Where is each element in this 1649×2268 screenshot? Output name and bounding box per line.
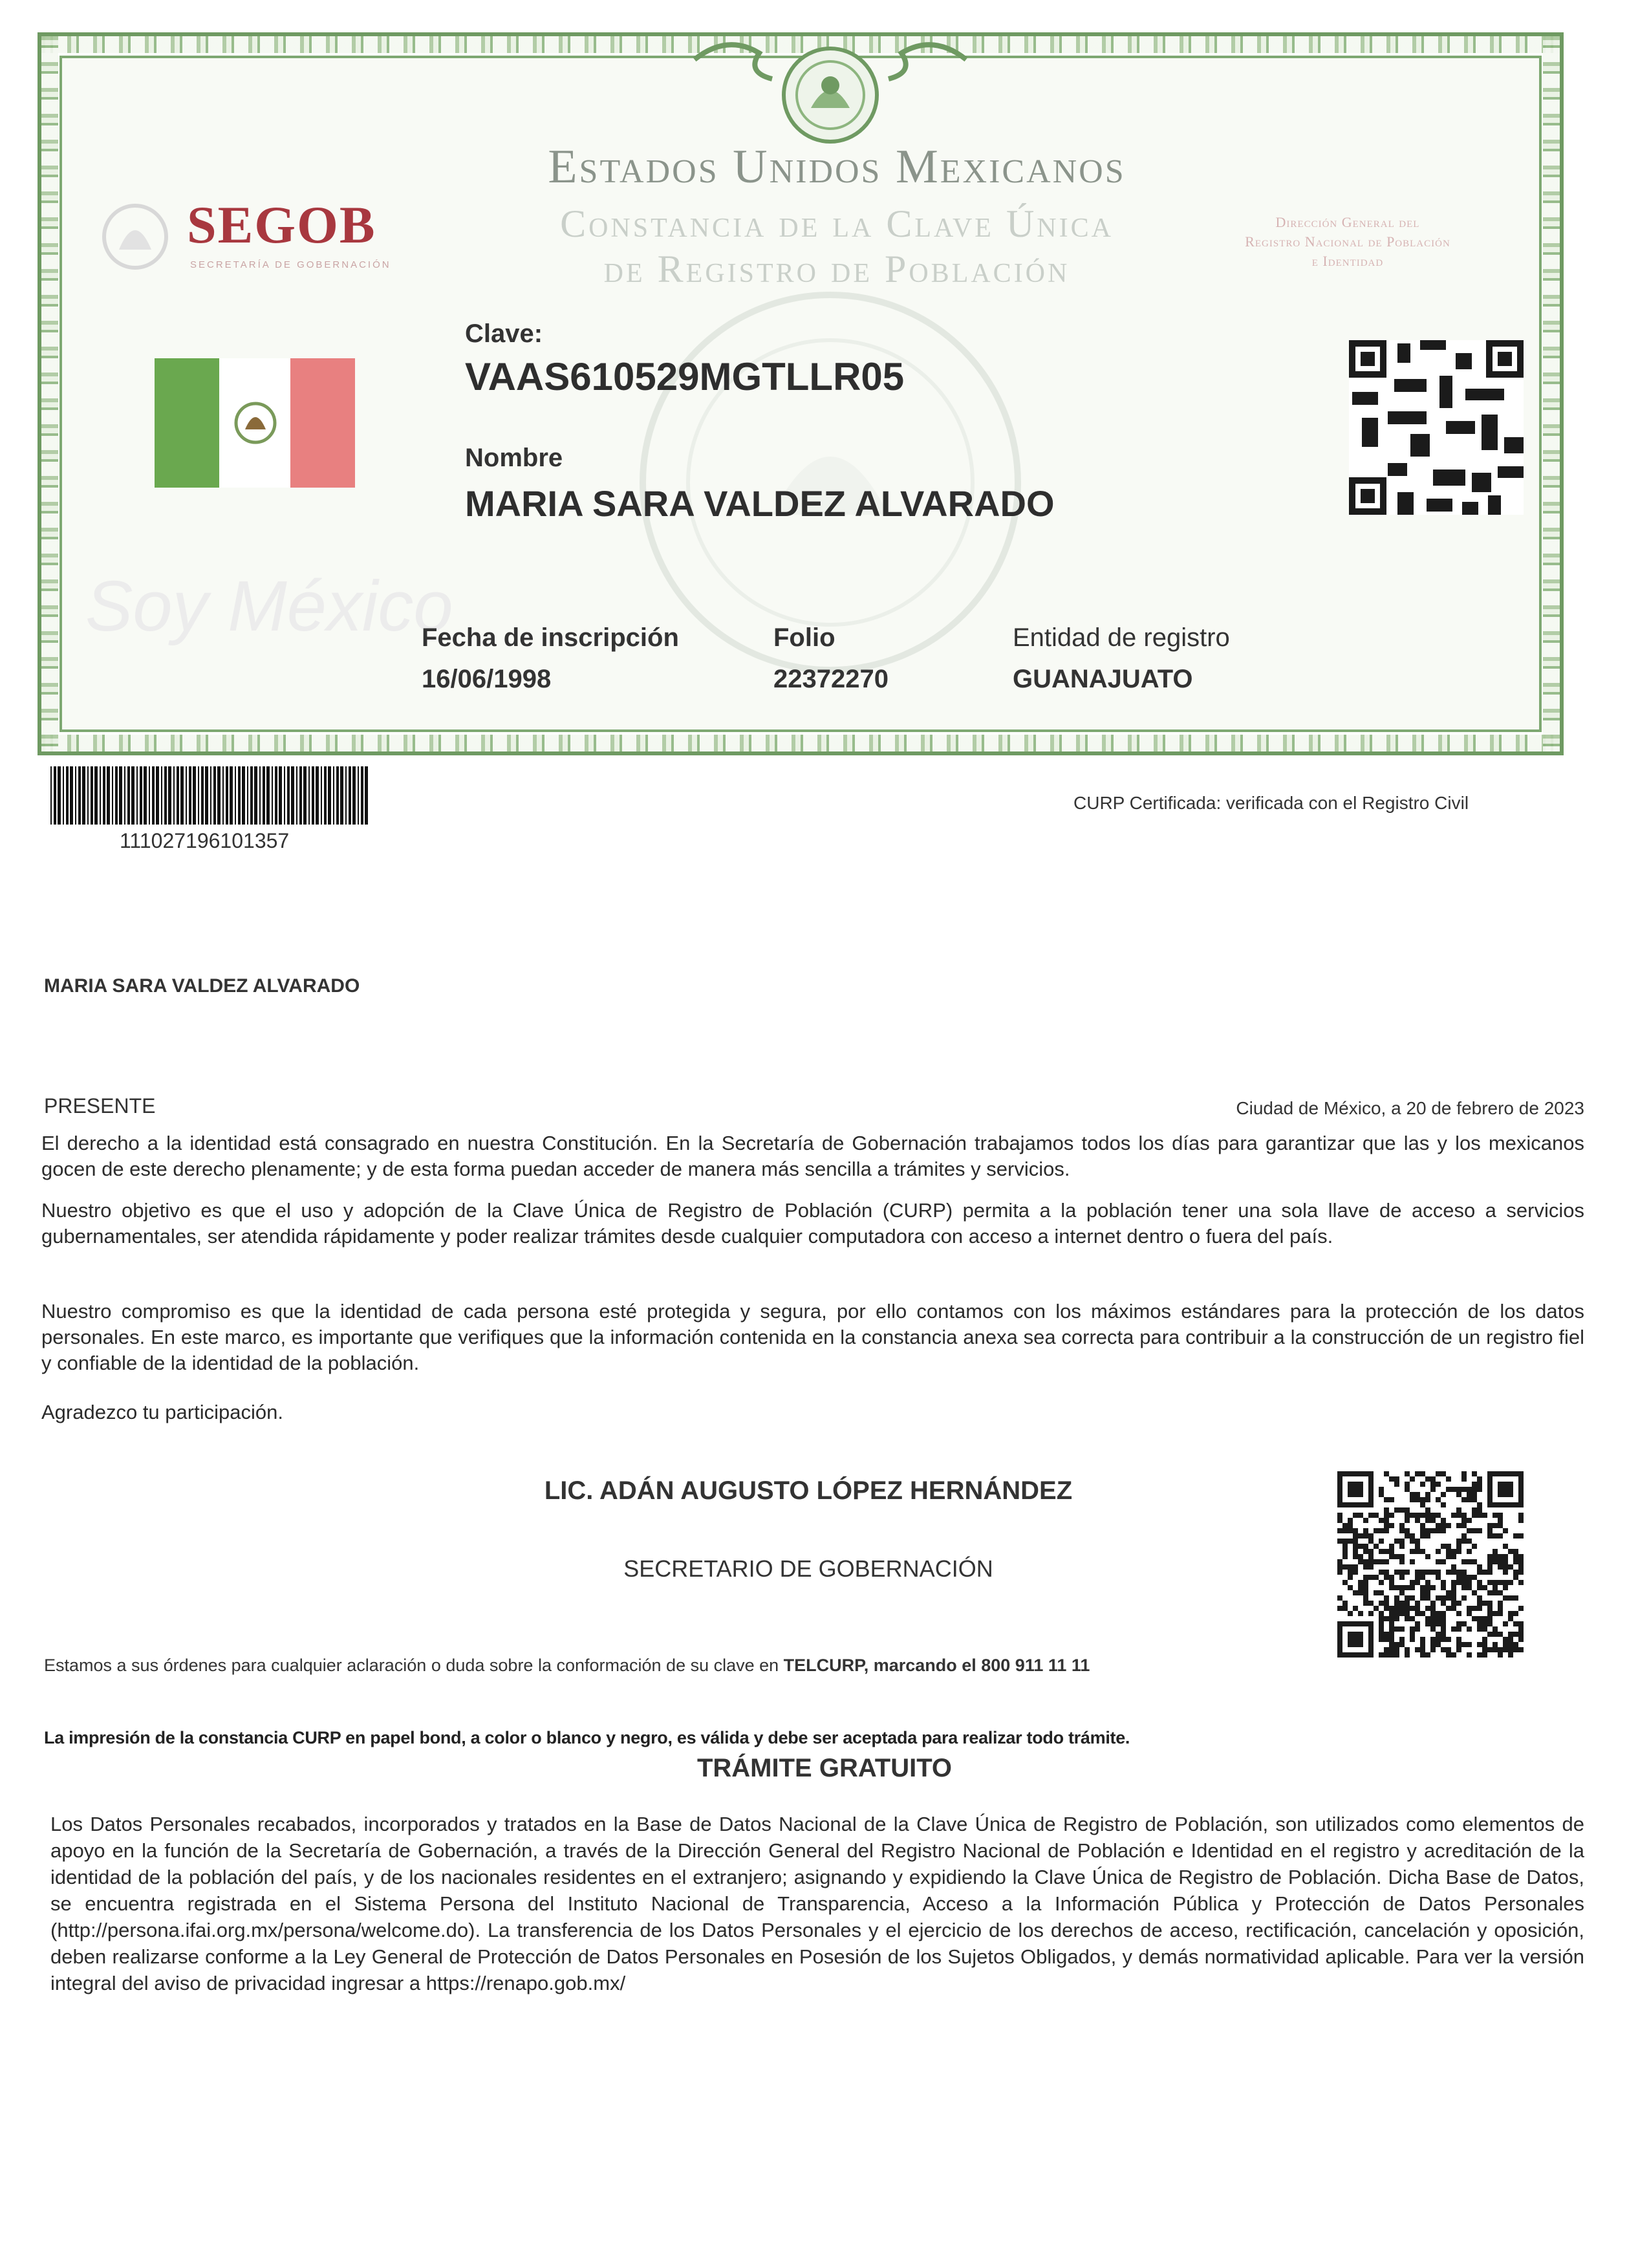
- registry-heading-line3: e Identidad: [1311, 253, 1384, 269]
- clave-label: Clave:: [465, 319, 543, 348]
- segob-emblem-icon: [100, 198, 171, 275]
- entidad-registro-label: Entidad de registro: [1013, 623, 1230, 652]
- segob-logo-text: SEGOB: [187, 195, 376, 254]
- registry-heading-line2: Registro Nacional de Población: [1245, 233, 1450, 250]
- folio-value: 22372270: [773, 665, 889, 693]
- place-and-date: Ciudad de México, a 20 de febrero de 2023: [1236, 1098, 1584, 1118]
- nombre-label: Nombre: [465, 444, 563, 472]
- mexican-flag-icon: [155, 358, 355, 488]
- contact-line: [44, 1656, 1090, 1676]
- clave-value: VAAS610529MGTLLR05: [465, 355, 905, 398]
- segob-subtitle: SECRETARÍA DE GOBERNACIÓN: [190, 259, 391, 270]
- right-border-pattern: [1543, 36, 1560, 751]
- free-service-note: TRÁMITE GRATUITO: [696, 1754, 953, 1782]
- curp-certificate: [38, 32, 1564, 755]
- country-title: Estados Unidos Mexicanos: [548, 140, 1126, 193]
- letter-paragraph-2: Nuestro objetivo es que el uso y adopción de la Clave Única de Registro de Población (CURP) permita a la población tener una sola llave de acceso a servicios gubernamentales, ser atendida rápidamente y poder realizar trámites desde cualquier computadora con acceso a internet dentro o fuera del país.: [41, 1199, 1584, 1247]
- barcode-number: 111027196101357: [120, 829, 290, 852]
- signature-qr-code: [1337, 1471, 1524, 1658]
- contact-prefix: Estamos a sus órdenes para cualquier aclaración o duda sobre la conformación de su clave en: [44, 1656, 784, 1675]
- certificate-title-line2: de Registro de Población: [603, 248, 1070, 290]
- folio-label: Folio: [773, 623, 835, 652]
- validity-note: La impresión de la constancia CURP en papel bond, a color o blanco y negro, es válida y debe ser aceptada para realizar todo trámite.: [44, 1728, 1130, 1747]
- letter-paragraph-3: Nuestro compromiso es que la identidad de cada persona esté protegida y segura, por ello contamos con los máximos estándares para la protección de los datos personales. En este marco, es importante que verifiques que la información contenida en la constancia anexa sea correcta para contribuir a la construcción de un registro fiel y confiable de la identidad de la población.: [41, 1300, 1584, 1374]
- barcode: [50, 766, 367, 825]
- nombre-value: MARIA SARA VALDEZ ALVARADO: [465, 483, 1055, 524]
- privacy-notice: Los Datos Personales recabados, incorporados y tratados en la Base de Datos Nacional de la Clave Única de Registro de Población, son utilizados como elementos de apoyo en la función de la Secretaría de Gobernación, a través de la Dirección General del Registro Nacional de Población e Identidad en el registro y acreditación de la identidad de la población del país, y de los nacionales residentes en el extranjero; asignando y expidiendo la Clave Única de Registro de Población. Dicha Base de Datos, se encuentra registrada en el Sistema Persona del Instituto Nacional de Transparencia, Acceso a la Información Pública y Protección de Datos Personales (http://persona.ifai.org.mx/persona/welcome.do). La transferencia de los Datos Personales y el ejercicio de los derechos de acceso, rectificación, cancelación y oposición, deben realizarse conforme a la Ley General de Protección de Datos Personales en Posesión de los Sujetos Obligados, y demás normatividad aplicable. Para ver la versión integral del aviso de privacidad ingresar a https://renapo.gob.mx/: [50, 1813, 1584, 1994]
- soy-mexico-watermark: Soy México: [85, 567, 453, 646]
- telcurp-phone: TELCURP, marcando el 800 911 11 11: [783, 1656, 1090, 1675]
- entidad-registro-value: GUANAJUATO: [1013, 665, 1193, 693]
- signer-title: SECRETARIO DE GOBERNACIÓN: [623, 1555, 993, 1582]
- salutation: PRESENTE: [44, 1094, 156, 1118]
- signer-name: LIC. ADÁN AUGUSTO LÓPEZ HERNÁNDEZ: [544, 1476, 1073, 1505]
- recipient-name: MARIA SARA VALDEZ ALVARADO: [44, 975, 360, 997]
- letter-thanks: Agradezco tu participación.: [41, 1401, 283, 1423]
- certificate-qr-code: [1349, 340, 1524, 515]
- left-border-pattern: [41, 36, 58, 751]
- bottom-border-pattern: [41, 735, 1560, 751]
- curp-certified-note: CURP Certificada: verificada con el Registro Civil: [1073, 793, 1469, 813]
- fecha-inscripcion-value: 16/06/1998: [422, 665, 552, 693]
- letter-paragraph-1: El derecho a la identidad está consagrado en nuestra Constitución. En la Secretaría de Gobernación trabajamos todos los días para garantizar que las y los mexicanos gocen de este derecho plenamente; y de esta forma puedan acceder de manera más sencilla a trámites y servicios.: [41, 1132, 1584, 1180]
- coat-of-arms-header-icon: [688, 34, 973, 150]
- registry-heading-line1: Dirección General del: [1275, 214, 1420, 230]
- certificate-title-line1: Constancia de la Clave Única: [560, 202, 1114, 245]
- fecha-inscripcion-label: Fecha de inscripción: [422, 623, 679, 652]
